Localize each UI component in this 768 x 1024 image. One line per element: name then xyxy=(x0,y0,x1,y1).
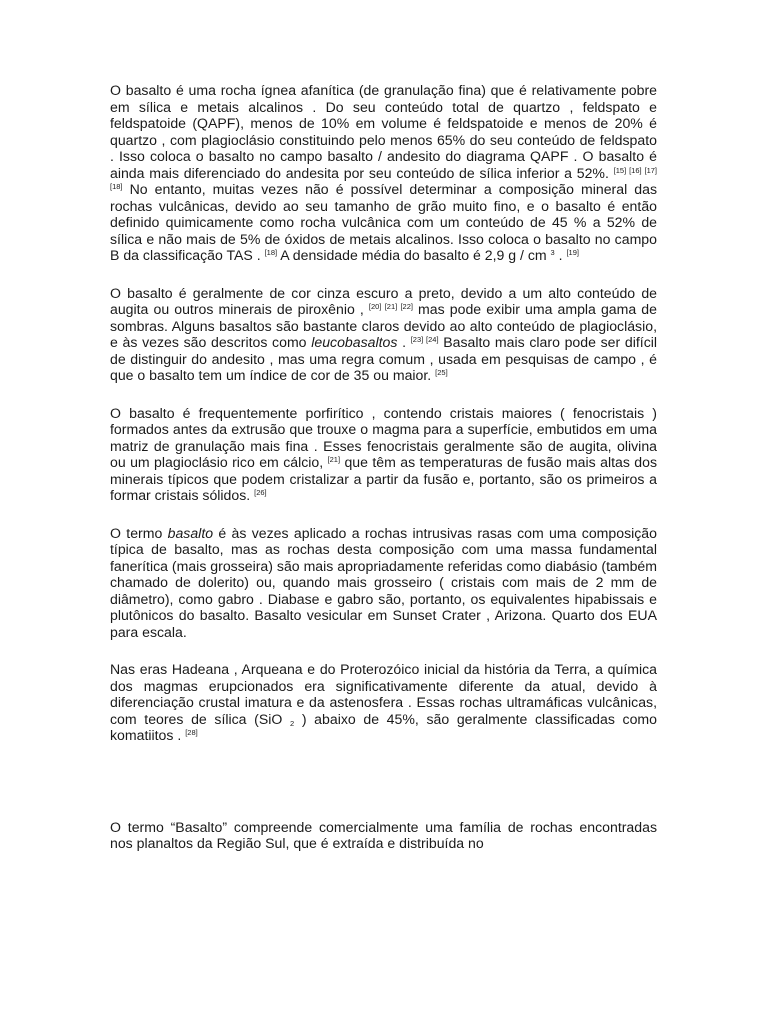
text-run: ) abaixo de 45%, são geralmente classificadas como komatiitos . xyxy=(110,710,657,743)
reference-superscript: 3 xyxy=(550,248,555,257)
paragraph-basalt-porphyritic xyxy=(110,405,657,504)
italic-term: leucobasaltos xyxy=(311,334,398,350)
text-run: é às vezes aplicado a rochas intrusivas rasas com uma composição típica de basalto, mas as rochas desta composição com uma massa fundamental fanerítica (mais grosseira) são mais apropriadamente referidas como diabásio (também chamado de dolerito) ou, quando mais grosseiro ( cristais com mais de 2 mm de diâmetro), como gabro . Diabase e gabro são, portanto, os equivalentes hipabissais e plutônicos do basalto. Basalto vesicular em Sunset Crater , Arizona. Quarto dos EUA para escala. xyxy=(110,524,657,640)
text-run: Basalto mais claro pode ser difícil de distinguir do andesito , mas uma regra comum , usada em pesquisas de campo , é que o basalto tem um índice de cor de 35 ou maior. xyxy=(110,334,657,383)
text-run: O basalto é uma rocha ígnea afanítica (de granulação fina) que é relativamente pobre em sílica e metais alcalinos . Do seu conteúdo total de quartzo , feldspato e feldspatoide (QAPF), menos de 10% em volume é feldspatoide e menos de 20% é quartzo , com plagioclásio constituindo pelo menos 65% do seu conteúdo de feldspato . Isso coloca o basalto no campo basalto / andesito do diagrama QAPF . O basalto é ainda mais diferenciado do andesita por seu conteúdo de sílica inferior a 52%. xyxy=(110,82,657,181)
reference-superscript: [15] [16] [17] [18] xyxy=(110,165,658,191)
text-run: O termo xyxy=(110,524,168,541)
text-run: mas pode exibir uma ampla gama de sombras. Alguns basaltos são bastante claros devido ao alto conteúdo de plagioclásio, e às vezes são descritos como xyxy=(110,301,657,350)
paragraph-basalt-term xyxy=(110,525,657,641)
reference-superscript: [18] xyxy=(264,248,278,257)
paragraph-basalt-definition xyxy=(110,82,657,264)
text-run: . xyxy=(397,334,411,350)
document-body xyxy=(110,82,657,852)
reference-superscript: [26] xyxy=(254,488,267,497)
reference-superscript: [20] [21] [22] xyxy=(368,302,413,311)
text-run: Nas eras Hadeana , Arqueana e do Proterozóico inicial da história da Terra, a química dos magmas erupcionados era significativamente diferente da atual, devido à diferenciação crustal imatura e da astenosfera . Essas rochas ultramáficas vulcânicas, com teores de sílica (SiO xyxy=(110,661,657,727)
text-run: . xyxy=(554,247,567,263)
text-run: A densidade média do basalto é 2,9 g / cm xyxy=(277,247,551,263)
paragraph-hadean-magmas xyxy=(110,661,657,744)
text-run: O basalto é geralmente de cor cinza escuro a preto, devido a um alto conteúdo de augita ou outros minerais de piroxênio , xyxy=(110,284,657,317)
paragraph-commercial-basalt xyxy=(110,819,657,852)
reference-superscript: [19] xyxy=(566,248,579,257)
reference-superscript: [23] [24] xyxy=(410,335,439,344)
reference-superscript: [28] xyxy=(185,728,198,737)
reference-superscript: [21] xyxy=(327,455,341,464)
text-run: No entanto, muitas vezes não é possível determinar a composição mineral das rochas vulcânicas, devido ao seu tamanho de grão muito fino, e o basalto é então definido quimicamente como rocha vulcânica com um conteúdo de 45 % a 52% de sílica e não mais de 5% de óxidos de metais alcalinos. Isso coloca o basalto no campo B da classificação TAS . xyxy=(110,181,657,263)
italic-term: basalto xyxy=(167,524,214,541)
reference-superscript: [25] xyxy=(435,368,448,377)
subscript: 2 xyxy=(290,718,295,728)
text-run: que têm as temperaturas de fusão mais altas dos minerais típicos que podem cristalizar a partir da fusão e, portanto, são os primeiros a formar cristais sólidos. xyxy=(110,454,657,503)
text-run: O termo “Basalto” compreende comercialmente uma família de rochas encontradas nos planaltos da Região Sul, que é extraída e distribuída no xyxy=(110,818,657,851)
paragraph-basalt-color xyxy=(110,285,657,384)
text-run: O basalto é frequentemente porfirítico , contendo cristais maiores ( fenocristais ) formados antes da extrusão que trouxe o magma para a superfície, embutidos em uma matriz de granulação mais fina . Esses fenocristais geralmente são de augita, olivina ou um plagioclásio rico em cálcio, xyxy=(110,404,657,470)
